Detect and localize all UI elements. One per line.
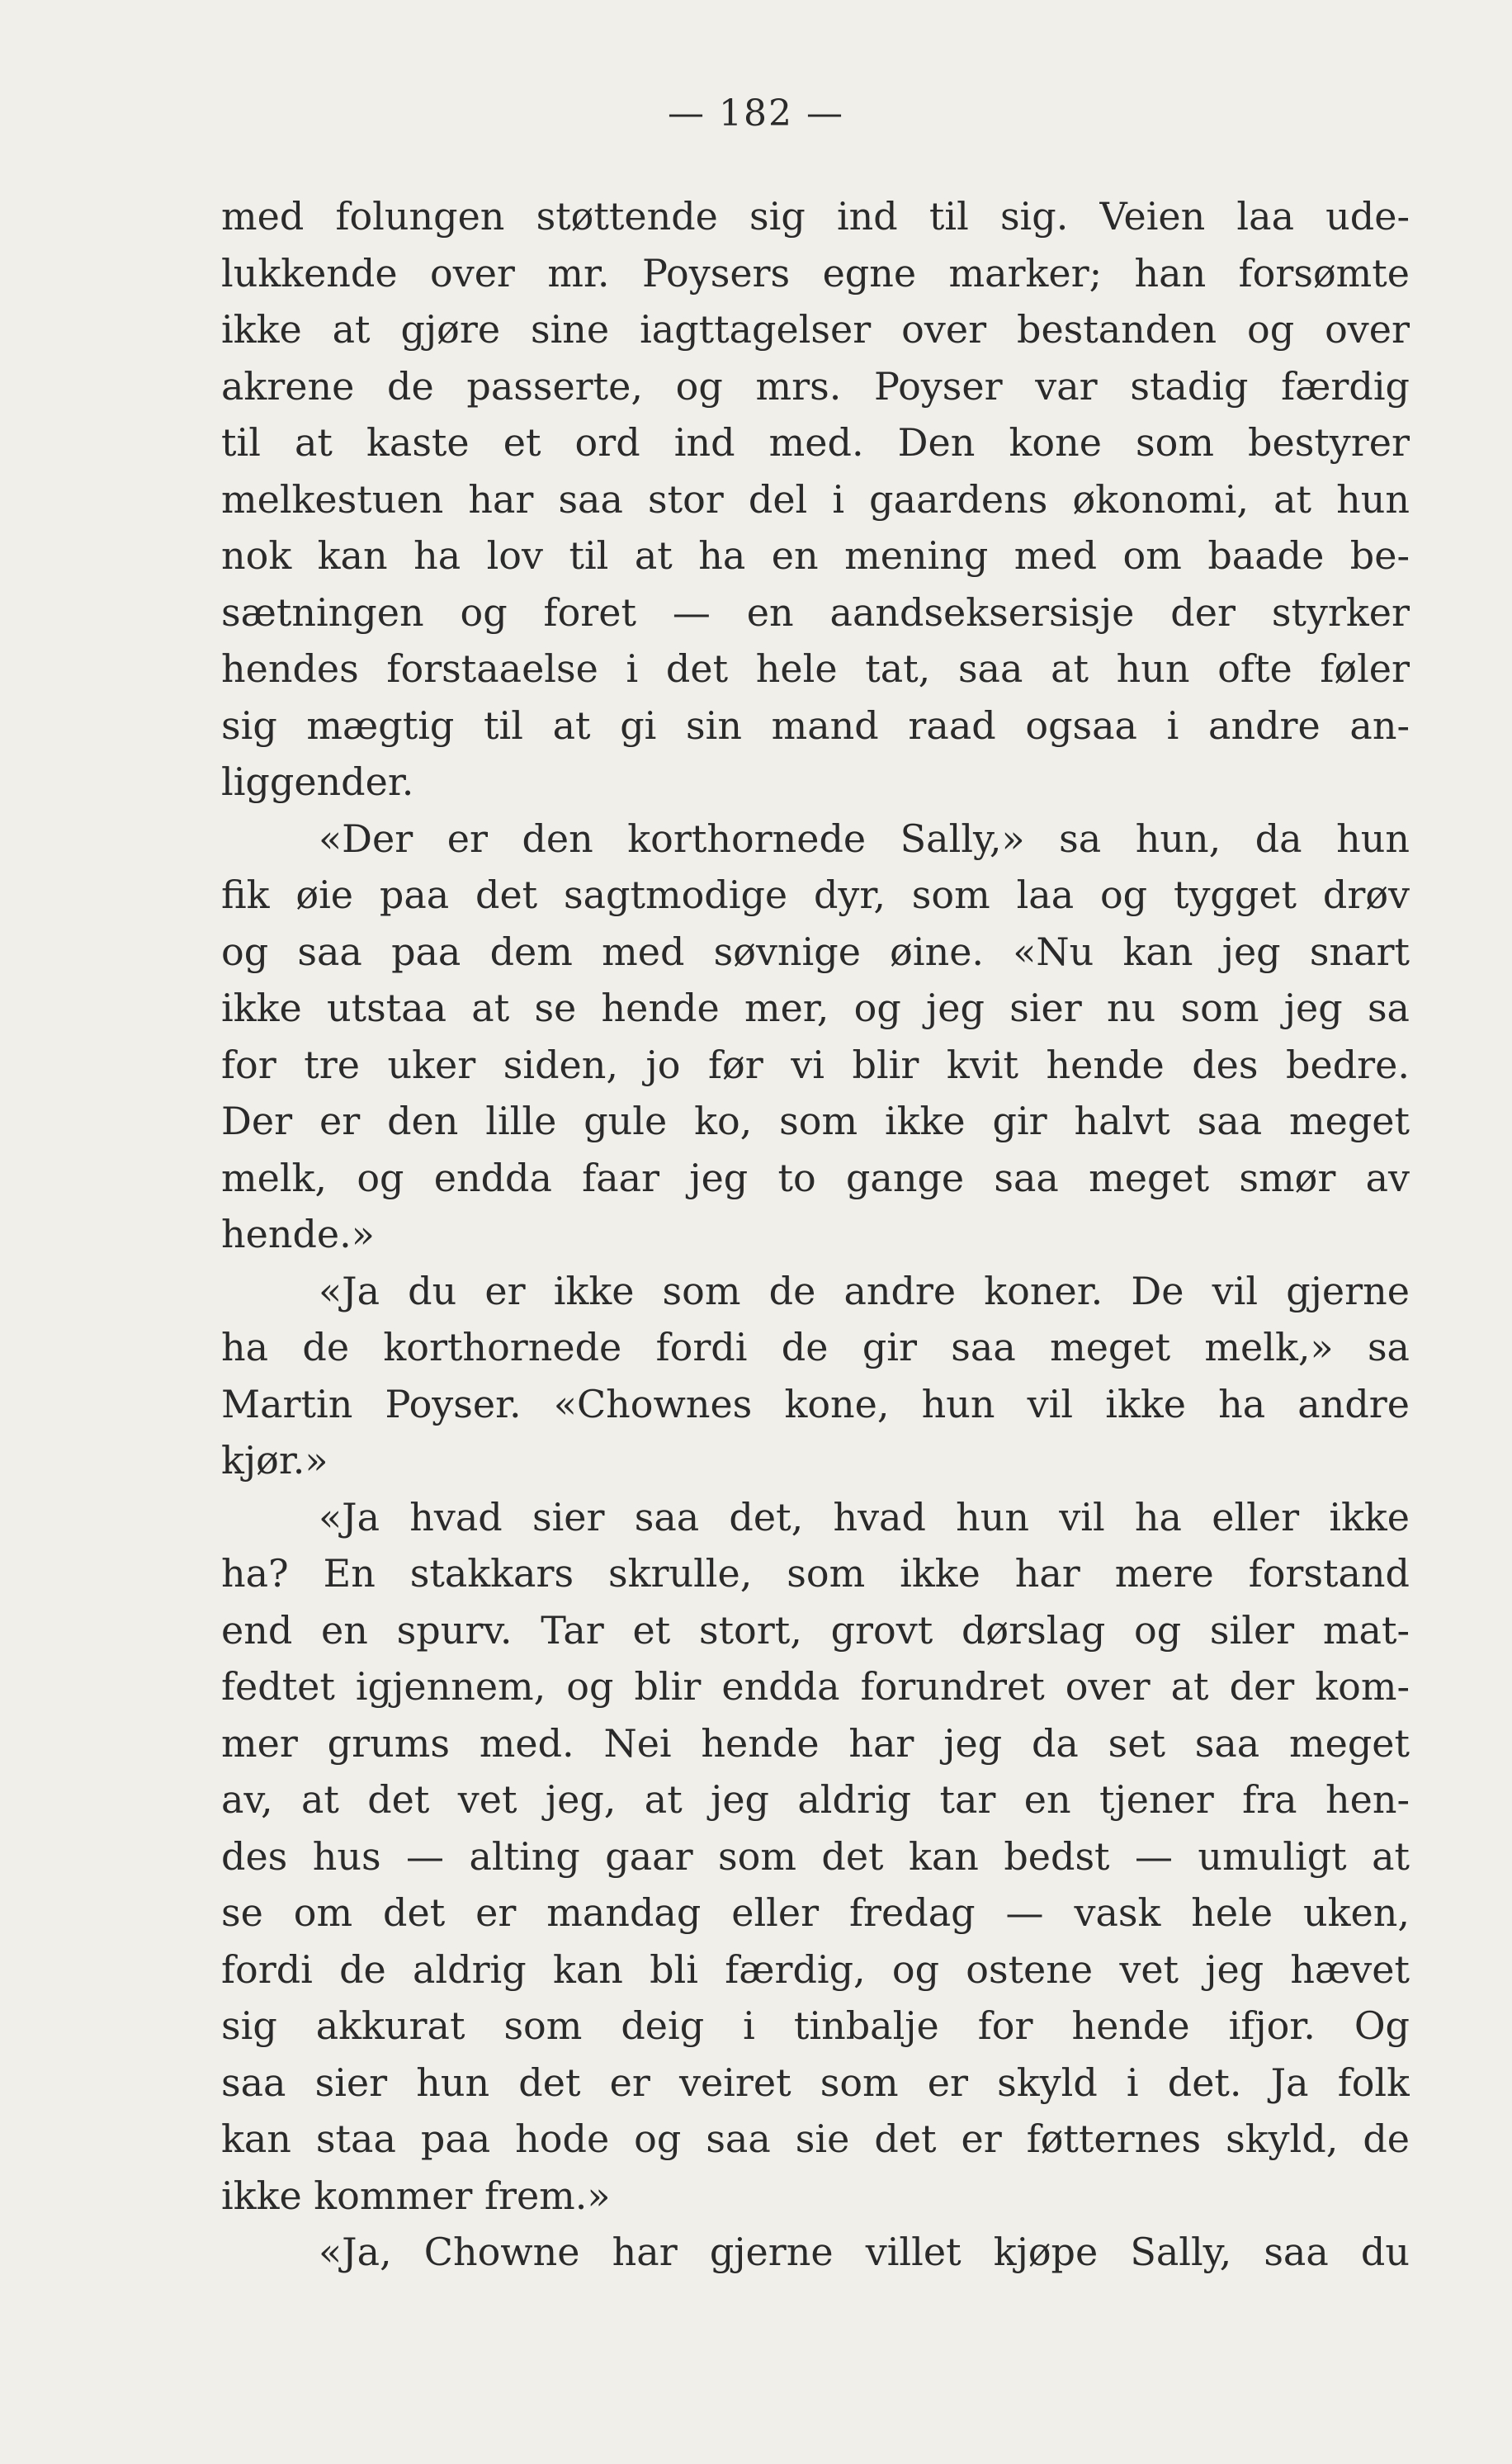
text-line: kan staa paa hode og saa sie det er føtternes skyld, de xyxy=(221,2116,1410,2161)
text-line: ikke utstaa at se hende mer, og jeg sier nu som jeg sa xyxy=(221,986,1410,1030)
text-line: «Der er den korthornede Sally,» sa hun, da hun xyxy=(319,816,1410,861)
text-line: end en spurv. Tar et stort, grovt dørslag og siler mat- xyxy=(221,1607,1410,1653)
text-line: akrene de passerte, og mrs. Poyser var stadig færdig xyxy=(221,363,1410,409)
text-line: hende.» xyxy=(221,1212,375,1256)
text-line: ha de korthornede fordi de gir saa meget melk,» sa xyxy=(221,1325,1410,1369)
text-line: liggender. xyxy=(221,759,414,804)
text-line: sig akkurat som deig i tinbalje for hende ifjor. Og xyxy=(221,2003,1410,2048)
body-text xyxy=(221,188,1410,2281)
text-line: ha? En stakkars skrulle, som ikke har mere forstand xyxy=(221,1551,1410,1596)
text-line: fordi de aldrig kan bli færdig, og ostene vet jeg hævet xyxy=(221,1946,1410,1992)
text-line: «Ja, Chowne har gjerne villet kjøpe Sally, saa du xyxy=(319,2230,1410,2274)
text-line: melk, og endda faar jeg to gange saa meget smør av xyxy=(221,1155,1410,1200)
text-line: med folungen støttende sig ind til sig. Veien laa ude- xyxy=(221,194,1410,239)
text-line: for tre uker siden, jo før vi blir kvit hende des bedre. xyxy=(221,1042,1410,1087)
page-number: — 182 — xyxy=(668,92,844,135)
text-line: kjør.» xyxy=(221,1438,328,1483)
text-line: sig mægtig til at gi sin mand raad ogsaa i andre an- xyxy=(221,702,1410,748)
text-line: sætningen og foret — en aandseksersisje der styrker xyxy=(221,589,1410,635)
text-line: til at kaste et ord ind med. Den kone som bestyrer xyxy=(221,420,1410,465)
text-line: saa sier hun det er veiret som er skyld i det. Ja folk xyxy=(221,2060,1410,2105)
text-line: Martin Poyser. «Chownes kone, hun vil ikke ha andre xyxy=(221,1381,1410,1426)
text-line: «Ja hvad sier saa det, hvad hun vil ha eller ikke xyxy=(319,1494,1410,1539)
text-line: fik øie paa det sagtmodige dyr, som laa og tygget drøv xyxy=(221,873,1410,917)
text-line: av, at det vet jeg, at jeg aldrig tar en tjener fra hen- xyxy=(221,1777,1410,1822)
text-line: se om det er mandag eller fredag — vask hele uken, xyxy=(221,1890,1410,1935)
text-line: mer grums med. Nei hende har jeg da set saa meget xyxy=(221,1720,1410,1766)
text-line: og saa paa dem med søvnige øine. «Nu kan jeg snart xyxy=(221,929,1410,974)
text-line: hendes forstaaelse i det hele tat, saa at hun ofte føler xyxy=(221,646,1410,691)
text-line: fedtet igjennem, og blir endda forundret over at der kom- xyxy=(221,1664,1410,1709)
text-line: ikke at gjøre sine iagttagelser over bestanden og over xyxy=(221,307,1410,352)
text-line: lukkende over mr. Poysers egne marker; han forsømte xyxy=(221,250,1410,296)
text-line: des hus — alting gaar som det kan bedst — umuligt at xyxy=(221,1833,1410,1879)
text-line: «Ja du er ikke som de andre koner. De vil gjerne xyxy=(319,1268,1410,1313)
text-line: melkestuen har saa stor del i gaardens økonomi, at hun xyxy=(221,476,1410,522)
text-line: ikke kommer frem.» xyxy=(221,2173,611,2218)
text-line: nok kan ha lov til at ha en mening med om baade be- xyxy=(221,533,1410,578)
text-line: Der er den lille gule ko, som ikke gir halvt saa meget xyxy=(221,1099,1410,1143)
